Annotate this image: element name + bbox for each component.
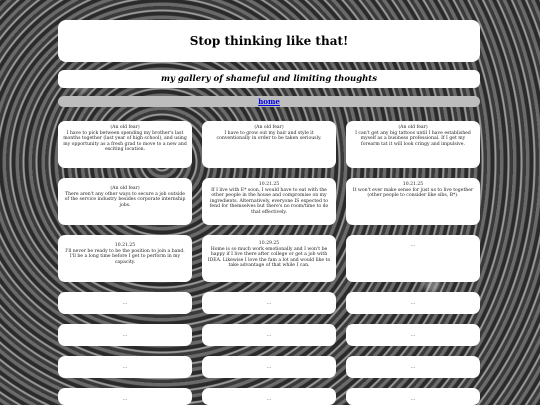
- thought-card: [346, 178, 480, 225]
- thought-card: [58, 235, 192, 282]
- card-date: 10.21.25: [114, 243, 136, 248]
- thought-card: [58, 388, 192, 405]
- thought-card: [202, 178, 336, 225]
- card-date: (An old fear): [254, 125, 284, 130]
- card-text: ...: [122, 333, 128, 338]
- card-date: 10.21.25: [402, 182, 424, 187]
- thought-card: [202, 292, 336, 314]
- card-text: I have to pick between spending my brother's last months together (last year of high school), and using my opportunity as a fresh grad to move to a new and exciting location.: [63, 130, 187, 153]
- thought-card: [58, 121, 192, 168]
- thought-card: [346, 292, 480, 314]
- thought-card: [202, 356, 336, 378]
- card-text: ...: [266, 365, 272, 370]
- card-text: There aren't any other ways to secure a job outside of the service industry besides corporate internship jobs.: [64, 191, 186, 208]
- card-text: ...: [122, 397, 128, 402]
- card-text: Home is so much work emotionally and I won't be happy if I live there after college or get a job with IDEA. Likewise I love the fam a lot and would like to take advantage of that while I can.: [207, 246, 331, 269]
- card-text: I'll never be ready to be the position to join a band. I'll be a long time before I get to perform in my capacity.: [65, 248, 185, 265]
- thought-card: [58, 356, 192, 378]
- page-subtitle: my gallery of shameful and limiting thoughts: [160, 74, 378, 84]
- thought-card: [346, 235, 480, 282]
- page-title: Stop thinking like that!: [189, 34, 349, 48]
- thought-card: [346, 324, 480, 346]
- thought-card: [346, 388, 480, 405]
- card-text: ...: [122, 301, 128, 306]
- subtitle-box: [58, 70, 480, 88]
- card-date: (An old fear): [398, 125, 428, 130]
- thought-card: [202, 121, 336, 168]
- thought-card: [58, 324, 192, 346]
- card-text: ...: [410, 397, 416, 402]
- card-text: If I live with E* soon, I would have to eat with the other people in the house and compromise on my ingredients. Alternatively, everyone IS expected to fend for themselves but there's no room/time to do that effectively.: [209, 187, 329, 215]
- home-link[interactable]: home: [258, 97, 280, 106]
- card-date: (An old fear): [110, 186, 140, 191]
- card-date: 10.29.25: [258, 241, 280, 246]
- thought-card: [346, 121, 480, 168]
- card-text: ...: [410, 301, 416, 306]
- card-text: ...: [266, 301, 272, 306]
- card-date: 10.21.25: [258, 182, 280, 187]
- card-text: ...: [410, 333, 416, 338]
- card-text: I have to grow out my hair and style it conventionally in order to be taken seriously.: [216, 130, 322, 142]
- card-text: ...: [410, 365, 416, 370]
- thought-card: [202, 235, 336, 282]
- card-text: I can't get any big tattoos until I have established myself as a business professional. If I get my forearm tat it will look cringy and impulsive.: [355, 130, 471, 147]
- card-date: (An old fear): [110, 125, 140, 130]
- card-text: ...: [410, 243, 416, 248]
- card-text: It won't ever make sense for just us to live together (other people to consider like sibs, B*).: [352, 187, 474, 199]
- thought-card: [58, 292, 192, 314]
- nav-bar: [58, 96, 480, 107]
- thought-card: [58, 178, 192, 225]
- thought-card: [346, 356, 480, 378]
- thought-card: [202, 324, 336, 346]
- card-text: ...: [266, 397, 272, 402]
- page-title-box: [58, 20, 480, 62]
- card-text: ...: [122, 365, 128, 370]
- card-text: ...: [266, 333, 272, 338]
- thought-card: [202, 388, 336, 405]
